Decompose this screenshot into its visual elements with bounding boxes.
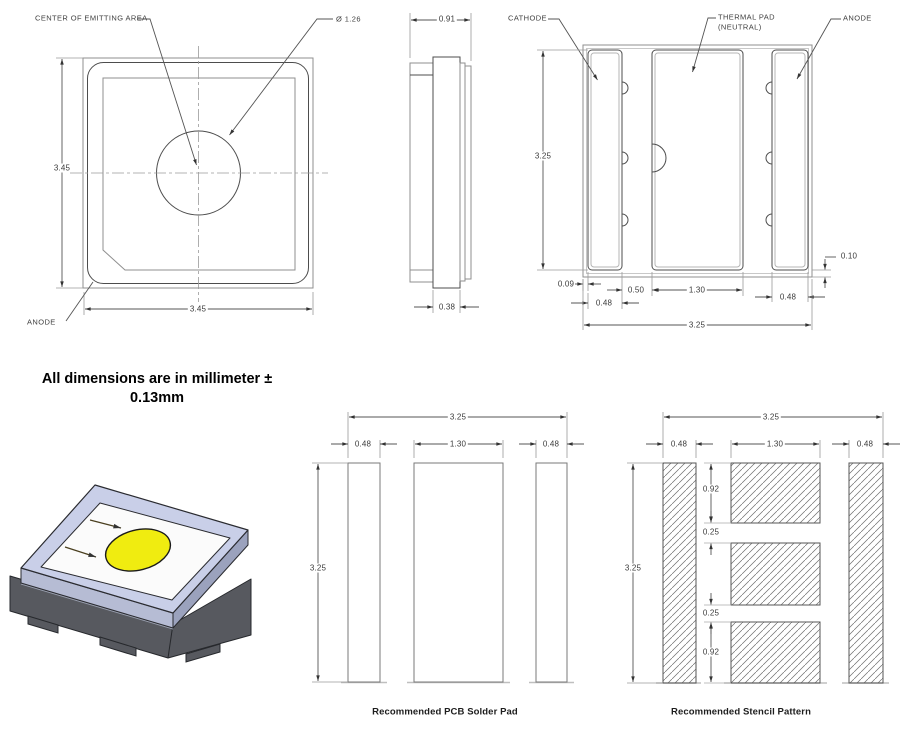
side-view-linework [410,13,479,313]
pcb-left-pad-dim: 0.48 [354,439,372,449]
stencil-top-block-dim: 0.92 [702,484,720,494]
bottom-view-anode-label: ANODE [843,13,872,23]
pcb-pad-caption: Recommended PCB Solder Pad [372,706,518,718]
stencil-caption: Recommended Stencil Pattern [671,706,811,718]
led-3d-render [8,472,260,664]
emitting-area-label: CENTER OF EMITTING AREA [35,13,148,23]
pcb-right-pad-dim: 0.48 [542,439,560,449]
side-view-total-width-dim: 0.91 [438,14,456,24]
cathode-label: CATHODE [508,13,547,23]
pcb-pad-linework [312,412,584,683]
pcb-width-dim: 3.25 [449,412,467,422]
stencil-width-dim: 3.25 [762,412,780,422]
stencil-right-pad-dim: 0.48 [856,439,874,449]
units-note-line1: All dimensions are in millimeter ± [41,371,273,387]
top-view-width-dim: 3.45 [189,304,207,314]
pcb-height-dim: 3.25 [309,563,327,573]
bottom-view-width-dim: 3.25 [688,320,706,330]
stencil-bottom-gap-dim: 0.25 [702,608,720,618]
pad-bottom-offset-dim: 0.10 [840,251,858,261]
stencil-left-pad-dim: 0.48 [670,439,688,449]
anode-width-dim: 0.48 [779,292,797,302]
thermal-pad-label: THERMAL PAD [718,12,775,22]
stencil-bottom-block-dim: 0.92 [702,647,720,657]
units-note-line2: 0.13mm [129,390,185,406]
pcb-center-pad-dim: 1.30 [449,439,467,449]
pad-gap-dim: 0.50 [627,285,645,295]
stencil-linework [627,412,900,683]
top-view-linework [56,19,333,321]
side-view-body-width-dim: 0.38 [438,302,456,312]
thermal-width-dim: 1.30 [688,285,706,295]
bottom-view-linework [537,18,841,330]
cathode-width-dim: 0.48 [595,298,613,308]
stencil-top-gap-dim: 0.25 [702,527,720,537]
edge-gap-dim: 0.09 [557,279,575,289]
top-view-height-dim: 3.45 [53,163,71,173]
stencil-height-dim: 3.25 [624,563,642,573]
top-view-anode-label: ANODE [27,317,56,327]
bottom-view-height-dim: 3.25 [534,151,552,161]
stencil-center-pad-dim: 1.30 [766,439,784,449]
thermal-pad-sublabel: (NEUTRAL) [718,22,762,32]
emitter-diameter-label: Ø 1.26 [336,14,361,24]
